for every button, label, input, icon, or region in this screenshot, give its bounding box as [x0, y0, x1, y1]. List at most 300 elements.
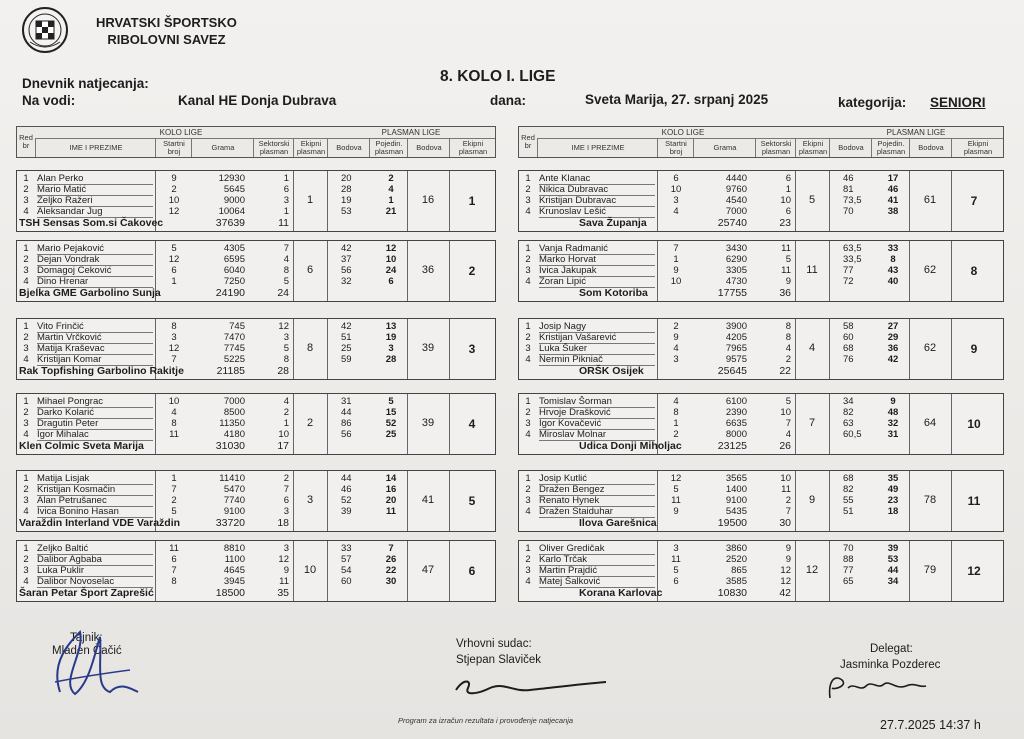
member-grams: 3305	[725, 265, 747, 276]
member-name: Ante Klanac	[539, 173, 655, 185]
member-number: 4	[23, 576, 29, 587]
column-divider	[293, 171, 294, 231]
member-individual-place: 8	[890, 254, 896, 265]
team-sector-total: 11	[278, 217, 289, 229]
column-divider	[951, 319, 952, 379]
member-number: 2	[525, 554, 531, 565]
member-name: Aleksandar Jug	[37, 206, 153, 218]
member-name: Matej Šalković	[539, 576, 655, 588]
member-grams: 7000	[725, 206, 747, 217]
member-individual-place: 40	[887, 276, 899, 287]
team-points-sum: 16	[421, 194, 435, 206]
team-points-sum: 64	[923, 417, 937, 429]
member-name: Josip Kutlić	[539, 473, 655, 485]
team-name: ORŠK Osijek	[579, 365, 644, 377]
member-name: Oliver Gredičak	[539, 543, 655, 555]
team-sector-total: 17	[277, 440, 289, 452]
member-grams: 7965	[725, 343, 747, 354]
member-grams: 6290	[725, 254, 747, 265]
member-sector-place: 3	[283, 332, 289, 343]
column-divider	[951, 394, 952, 454]
column-divider	[795, 171, 796, 231]
column-divider	[449, 319, 450, 379]
member-individual-place: 13	[385, 321, 397, 332]
column-header-bodova: Bodova	[829, 138, 872, 157]
member-start-number: 5	[171, 506, 177, 517]
member-grams: 3565	[725, 473, 747, 484]
member-individual-place: 28	[385, 354, 397, 365]
team-block	[16, 170, 496, 232]
member-name: Martin Prajdić	[539, 565, 655, 577]
member-name: Miroslav Molnar	[539, 429, 655, 441]
member-sector-place: 4	[785, 343, 791, 354]
column-divider	[829, 394, 830, 454]
column-divider	[909, 471, 910, 531]
column-divider	[449, 471, 450, 531]
member-start-number: 6	[673, 173, 679, 184]
member-individual-place: 38	[887, 206, 899, 217]
member-sector-place: 12	[780, 565, 791, 576]
team-block	[16, 540, 496, 602]
member-start-number: 6	[171, 265, 177, 276]
team-points-sum: 41	[421, 494, 435, 506]
team-name: Ilova Garešnica	[579, 517, 657, 529]
team-ekipni-plasman: 11	[806, 264, 818, 276]
column-divider	[293, 471, 294, 531]
member-points: 86	[341, 418, 352, 429]
member-grams: 4305	[223, 243, 245, 254]
team-block	[518, 393, 1004, 455]
member-name: Martin Vrčković	[37, 332, 153, 344]
member-start-number: 11	[671, 554, 681, 565]
tajnik-name: Mladen Čačić	[52, 645, 122, 657]
team-sector-total: 36	[779, 287, 791, 299]
member-number: 1	[23, 396, 29, 407]
member-sector-place: 6	[785, 206, 791, 217]
column-divider	[407, 471, 408, 531]
member-sector-place: 2	[785, 495, 791, 506]
member-name: Renato Hynek	[539, 495, 655, 507]
member-sector-place: 10	[780, 407, 791, 418]
member-name: Luka Šuker	[539, 343, 655, 355]
member-sector-place: 1	[283, 418, 289, 429]
column-divider	[293, 394, 294, 454]
member-start-number: 10	[168, 396, 180, 407]
column-divider	[155, 394, 156, 454]
member-sector-place: 6	[785, 173, 791, 184]
kategorija-value: SENIORI	[930, 95, 986, 110]
team-name: Udica Donji Miholjac	[579, 440, 682, 452]
member-points: 19	[341, 195, 352, 206]
team-ekipni-plasman: 6	[306, 264, 314, 276]
member-grams: 7000	[223, 396, 245, 407]
column-header-startni: Startni broj	[155, 138, 192, 157]
column-divider	[449, 394, 450, 454]
team-grams: 17755	[717, 287, 747, 299]
column-divider	[829, 171, 830, 231]
member-number: 4	[525, 206, 531, 217]
member-individual-place: 7	[388, 543, 394, 554]
navodi-value: Kanal HE Donja Dubrava	[178, 93, 337, 108]
member-grams: 5645	[223, 184, 245, 195]
member-number: 2	[525, 484, 531, 495]
member-individual-place: 11	[385, 506, 397, 517]
member-start-number: 5	[673, 565, 679, 576]
member-individual-place: 5	[388, 396, 394, 407]
team-block	[16, 318, 496, 380]
team-block	[518, 470, 1004, 532]
member-start-number: 12	[168, 254, 180, 265]
member-name: Dejan Vondrak	[37, 254, 153, 266]
member-grams: 4730	[725, 276, 747, 287]
team-grams: 33720	[215, 517, 245, 529]
member-points: 58	[843, 321, 854, 332]
team-block	[518, 170, 1004, 232]
member-number: 4	[23, 506, 29, 517]
member-sector-place: 7	[283, 243, 289, 254]
member-individual-place: 49	[887, 484, 899, 495]
column-divider	[829, 541, 830, 601]
team-league-place: 1	[468, 194, 476, 208]
member-individual-place: 22	[385, 565, 397, 576]
member-sector-place: 9	[785, 543, 791, 554]
member-sector-place: 10	[780, 195, 791, 206]
member-points: 54	[341, 565, 352, 576]
member-points: 31	[341, 396, 352, 407]
member-number: 4	[23, 206, 29, 217]
delegat-signature	[820, 668, 930, 704]
column-divider	[795, 394, 796, 454]
team-points-sum: 79	[923, 564, 937, 576]
team-sector-total: 23	[779, 217, 791, 229]
member-grams: 8810	[223, 543, 245, 554]
team-league-place: 8	[970, 264, 978, 278]
column-header-ekipni: Ekipni plasman	[293, 138, 328, 157]
member-number: 3	[525, 265, 531, 276]
member-sector-place: 3	[283, 543, 289, 554]
member-name: Dino Hrenar	[37, 276, 153, 288]
member-number: 3	[525, 343, 531, 354]
member-sector-place: 4	[283, 254, 289, 265]
member-individual-place: 17	[887, 173, 899, 184]
column-divider	[795, 241, 796, 301]
column-header-red-br: Red br	[521, 133, 535, 150]
member-grams: 9100	[725, 495, 747, 506]
member-number: 3	[23, 495, 29, 506]
team-name: Šaran Petar Šport Zaprešić	[19, 587, 154, 599]
member-grams: 3945	[223, 576, 245, 587]
team-name: Korana Karlovac	[579, 587, 663, 599]
member-name: Igor Mihalac	[37, 429, 153, 441]
org-name	[96, 14, 237, 48]
team-league-place: 7	[970, 194, 978, 208]
member-start-number: 11	[169, 543, 179, 554]
member-points: 20	[341, 173, 352, 184]
member-start-number: 4	[673, 206, 679, 217]
member-individual-place: 33	[887, 243, 899, 254]
team-name: Bjelka GME Garbolino Sunja	[19, 287, 161, 299]
team-league-place: 10	[967, 417, 981, 431]
member-start-number: 2	[171, 495, 177, 506]
member-sector-place: 10	[278, 429, 289, 440]
member-individual-place: 34	[887, 576, 899, 587]
member-start-number: 1	[171, 473, 177, 484]
member-name: Matija Lisjak	[37, 473, 153, 485]
member-individual-place: 16	[385, 484, 397, 495]
member-grams: 3430	[725, 243, 747, 254]
member-points: 82	[843, 407, 854, 418]
team-block	[16, 240, 496, 302]
member-start-number: 2	[171, 184, 177, 195]
member-points: 52	[341, 495, 352, 506]
member-number: 1	[23, 473, 29, 484]
member-grams: 7250	[223, 276, 245, 287]
column-header-pojedin: Pojedin. plasman	[871, 138, 910, 157]
member-individual-place: 27	[887, 321, 899, 332]
member-grams: 9100	[223, 506, 245, 517]
team-sector-total: 24	[277, 287, 289, 299]
column-header-ekipni2: Ekipni plasman	[951, 138, 1004, 157]
member-sector-place: 11	[781, 265, 791, 276]
member-sector-place: 12	[780, 576, 791, 587]
column-header-pojedin: Pojedin. plasman	[369, 138, 408, 157]
column-divider	[657, 471, 658, 531]
team-grams: 10830	[717, 587, 747, 599]
team-grams: 18500	[215, 587, 245, 599]
member-grams: 6635	[725, 418, 747, 429]
member-start-number: 12	[168, 206, 180, 217]
column-divider	[407, 394, 408, 454]
member-grams: 6595	[223, 254, 245, 265]
member-grams: 9000	[223, 195, 245, 206]
member-individual-place: 1	[388, 195, 394, 206]
column-header-bodova2: Bodova	[407, 138, 450, 157]
member-grams: 3585	[725, 576, 747, 587]
column-divider	[449, 241, 450, 301]
member-sector-place: 6	[283, 184, 289, 195]
column-divider	[795, 541, 796, 601]
team-points-sum: 78	[923, 494, 937, 506]
member-points: 42	[341, 321, 352, 332]
member-grams: 4645	[223, 565, 245, 576]
left-column-header	[16, 126, 496, 158]
column-divider	[795, 319, 796, 379]
member-name: Domagoj Ceković	[37, 265, 153, 277]
member-individual-place: 10	[385, 254, 397, 265]
member-individual-place: 35	[887, 473, 899, 484]
member-number: 2	[23, 484, 29, 495]
member-points: 70	[843, 543, 854, 554]
member-number: 1	[23, 243, 29, 254]
team-sector-total: 26	[779, 440, 791, 452]
column-divider	[657, 319, 658, 379]
team-ekipni-plasman: 12	[805, 564, 819, 576]
member-sector-place: 8	[785, 321, 791, 332]
column-divider	[909, 241, 910, 301]
member-points: 65	[843, 576, 854, 587]
column-header-ekipni2: Ekipni plasman	[449, 138, 496, 157]
member-individual-place: 29	[887, 332, 899, 343]
member-start-number: 9	[673, 265, 679, 276]
member-grams: 4440	[725, 173, 747, 184]
member-start-number: 9	[673, 332, 679, 343]
member-points: 42	[341, 243, 352, 254]
column-divider	[327, 171, 328, 231]
member-name: Nermin Pikniač	[539, 354, 655, 366]
team-sector-total: 28	[277, 365, 289, 377]
member-sector-place: 2	[283, 407, 289, 418]
member-name: Zeljko Ražeri	[37, 195, 153, 207]
member-grams: 11410	[219, 473, 245, 484]
member-points: 32	[341, 276, 352, 287]
member-grams: 12930	[218, 173, 245, 184]
team-ekipni-plasman: 1	[306, 194, 314, 206]
print-datetime: 27.7.2025 14:37 h	[880, 718, 981, 732]
team-points-sum: 61	[923, 194, 937, 206]
member-name: Vito Frinčić	[37, 321, 153, 333]
member-grams: 4205	[725, 332, 747, 343]
column-divider	[951, 241, 952, 301]
member-name: Ivica Bonino Hasan	[37, 506, 153, 518]
member-name: Alan Petrušanec	[37, 495, 153, 507]
team-league-place: 2	[468, 264, 476, 278]
member-grams: 1400	[725, 484, 747, 495]
team-ekipni-plasman: 3	[306, 494, 314, 506]
column-header-grama: Grama	[693, 138, 756, 157]
member-individual-place: 3	[388, 343, 394, 354]
member-number: 1	[525, 473, 531, 484]
member-individual-place: 18	[887, 506, 899, 517]
column-header-red-br: Red br	[19, 133, 33, 150]
member-start-number: 8	[171, 418, 177, 429]
delegat-name: Jasminka Pozderec	[840, 659, 941, 671]
member-number: 1	[23, 321, 29, 332]
member-number: 3	[23, 565, 29, 576]
member-points: 46	[843, 173, 854, 184]
member-sector-place: 3	[283, 195, 289, 206]
column-divider	[951, 471, 952, 531]
member-name: Dragutin Peter	[37, 418, 153, 430]
team-league-place: 4	[468, 417, 476, 431]
member-sector-place: 8	[283, 265, 289, 276]
page-title: 8. KOLO I. LIGE	[440, 68, 556, 85]
member-grams: 1100	[224, 554, 245, 565]
column-divider	[829, 471, 830, 531]
sudac-signature	[450, 668, 610, 702]
team-league-place: 11	[967, 494, 981, 508]
member-points: 77	[843, 565, 854, 576]
member-name: Alan Perko	[37, 173, 153, 185]
member-individual-place: 20	[385, 495, 397, 506]
member-number: 4	[525, 276, 531, 287]
member-name: Nikica Dubravac	[539, 184, 655, 196]
member-sector-place: 4	[283, 396, 289, 407]
member-name: Kristijan Dubravac	[539, 195, 655, 207]
tajnik-label: Tajnik:	[70, 632, 103, 644]
right-column-header	[518, 126, 1004, 158]
member-name: Karlo Trčak	[539, 554, 655, 566]
member-points: 33,5	[843, 254, 862, 265]
team-points-sum: 47	[421, 564, 435, 576]
member-number: 3	[525, 418, 531, 429]
member-points: 44	[341, 407, 352, 418]
column-header-ime: IME I PREZIME	[35, 138, 156, 157]
member-sector-place: 12	[278, 321, 289, 332]
dnevnik-label: Dnevnik natjecanja:	[22, 76, 149, 91]
member-start-number: 1	[673, 254, 679, 265]
member-grams: 4180	[223, 429, 245, 440]
member-name: Igor Kovačević	[539, 418, 655, 430]
member-name: Marko Horvat	[539, 254, 655, 266]
member-individual-place: 15	[385, 407, 397, 418]
member-name: Dražen Bengez	[539, 484, 655, 496]
member-grams: 865	[731, 565, 747, 576]
member-start-number: 6	[171, 554, 177, 565]
team-ekipni-plasman: 5	[808, 194, 816, 206]
member-number: 2	[23, 184, 29, 195]
member-grams: 11350	[219, 418, 245, 429]
member-name: Josip Nagy	[539, 321, 655, 333]
column-divider	[293, 241, 294, 301]
team-name: Rak Topfishing Garbolino Rakitje	[19, 365, 184, 377]
member-individual-place: 14	[385, 473, 397, 484]
member-individual-place: 19	[385, 332, 397, 343]
team-name: Varaždin Interland VDE Varaždin	[19, 517, 181, 529]
delegat-label: Delegat:	[870, 643, 913, 655]
member-sector-place: 1	[283, 206, 289, 217]
team-block	[16, 393, 496, 455]
member-start-number: 8	[673, 407, 679, 418]
member-sector-place: 9	[283, 565, 289, 576]
tajnik-signature	[40, 622, 140, 704]
member-points: 25	[341, 343, 352, 354]
member-points: 68	[843, 343, 854, 354]
member-number: 3	[525, 495, 531, 506]
team-points-sum: 39	[421, 417, 435, 429]
team-block	[518, 240, 1004, 302]
member-start-number: 5	[171, 243, 177, 254]
member-sector-place: 5	[785, 254, 791, 265]
member-start-number: 1	[171, 276, 177, 287]
member-start-number: 11	[671, 495, 681, 506]
member-grams: 7470	[223, 332, 245, 343]
org-line2: RIBOLOVNI SAVEZ	[107, 32, 226, 47]
column-divider	[327, 541, 328, 601]
column-divider	[407, 171, 408, 231]
member-individual-place: 36	[887, 343, 899, 354]
member-points: 82	[843, 484, 854, 495]
column-divider	[909, 319, 910, 379]
member-sector-place: 3	[283, 506, 289, 517]
member-number: 3	[525, 195, 531, 206]
column-divider	[407, 319, 408, 379]
member-start-number: 12	[168, 343, 180, 354]
member-number: 2	[23, 332, 29, 343]
member-grams: 4540	[725, 195, 747, 206]
team-grams: 23125	[717, 440, 747, 452]
member-sector-place: 1	[283, 173, 289, 184]
member-name: Luka Puklir	[37, 565, 153, 577]
member-individual-place: 53	[887, 554, 899, 565]
member-number: 3	[23, 195, 29, 206]
member-number: 1	[525, 173, 531, 184]
member-individual-place: 24	[385, 265, 397, 276]
column-divider	[951, 171, 952, 231]
member-start-number: 8	[171, 321, 177, 332]
member-grams: 6100	[725, 396, 747, 407]
team-sector-total: 35	[277, 587, 289, 599]
column-divider	[407, 541, 408, 601]
